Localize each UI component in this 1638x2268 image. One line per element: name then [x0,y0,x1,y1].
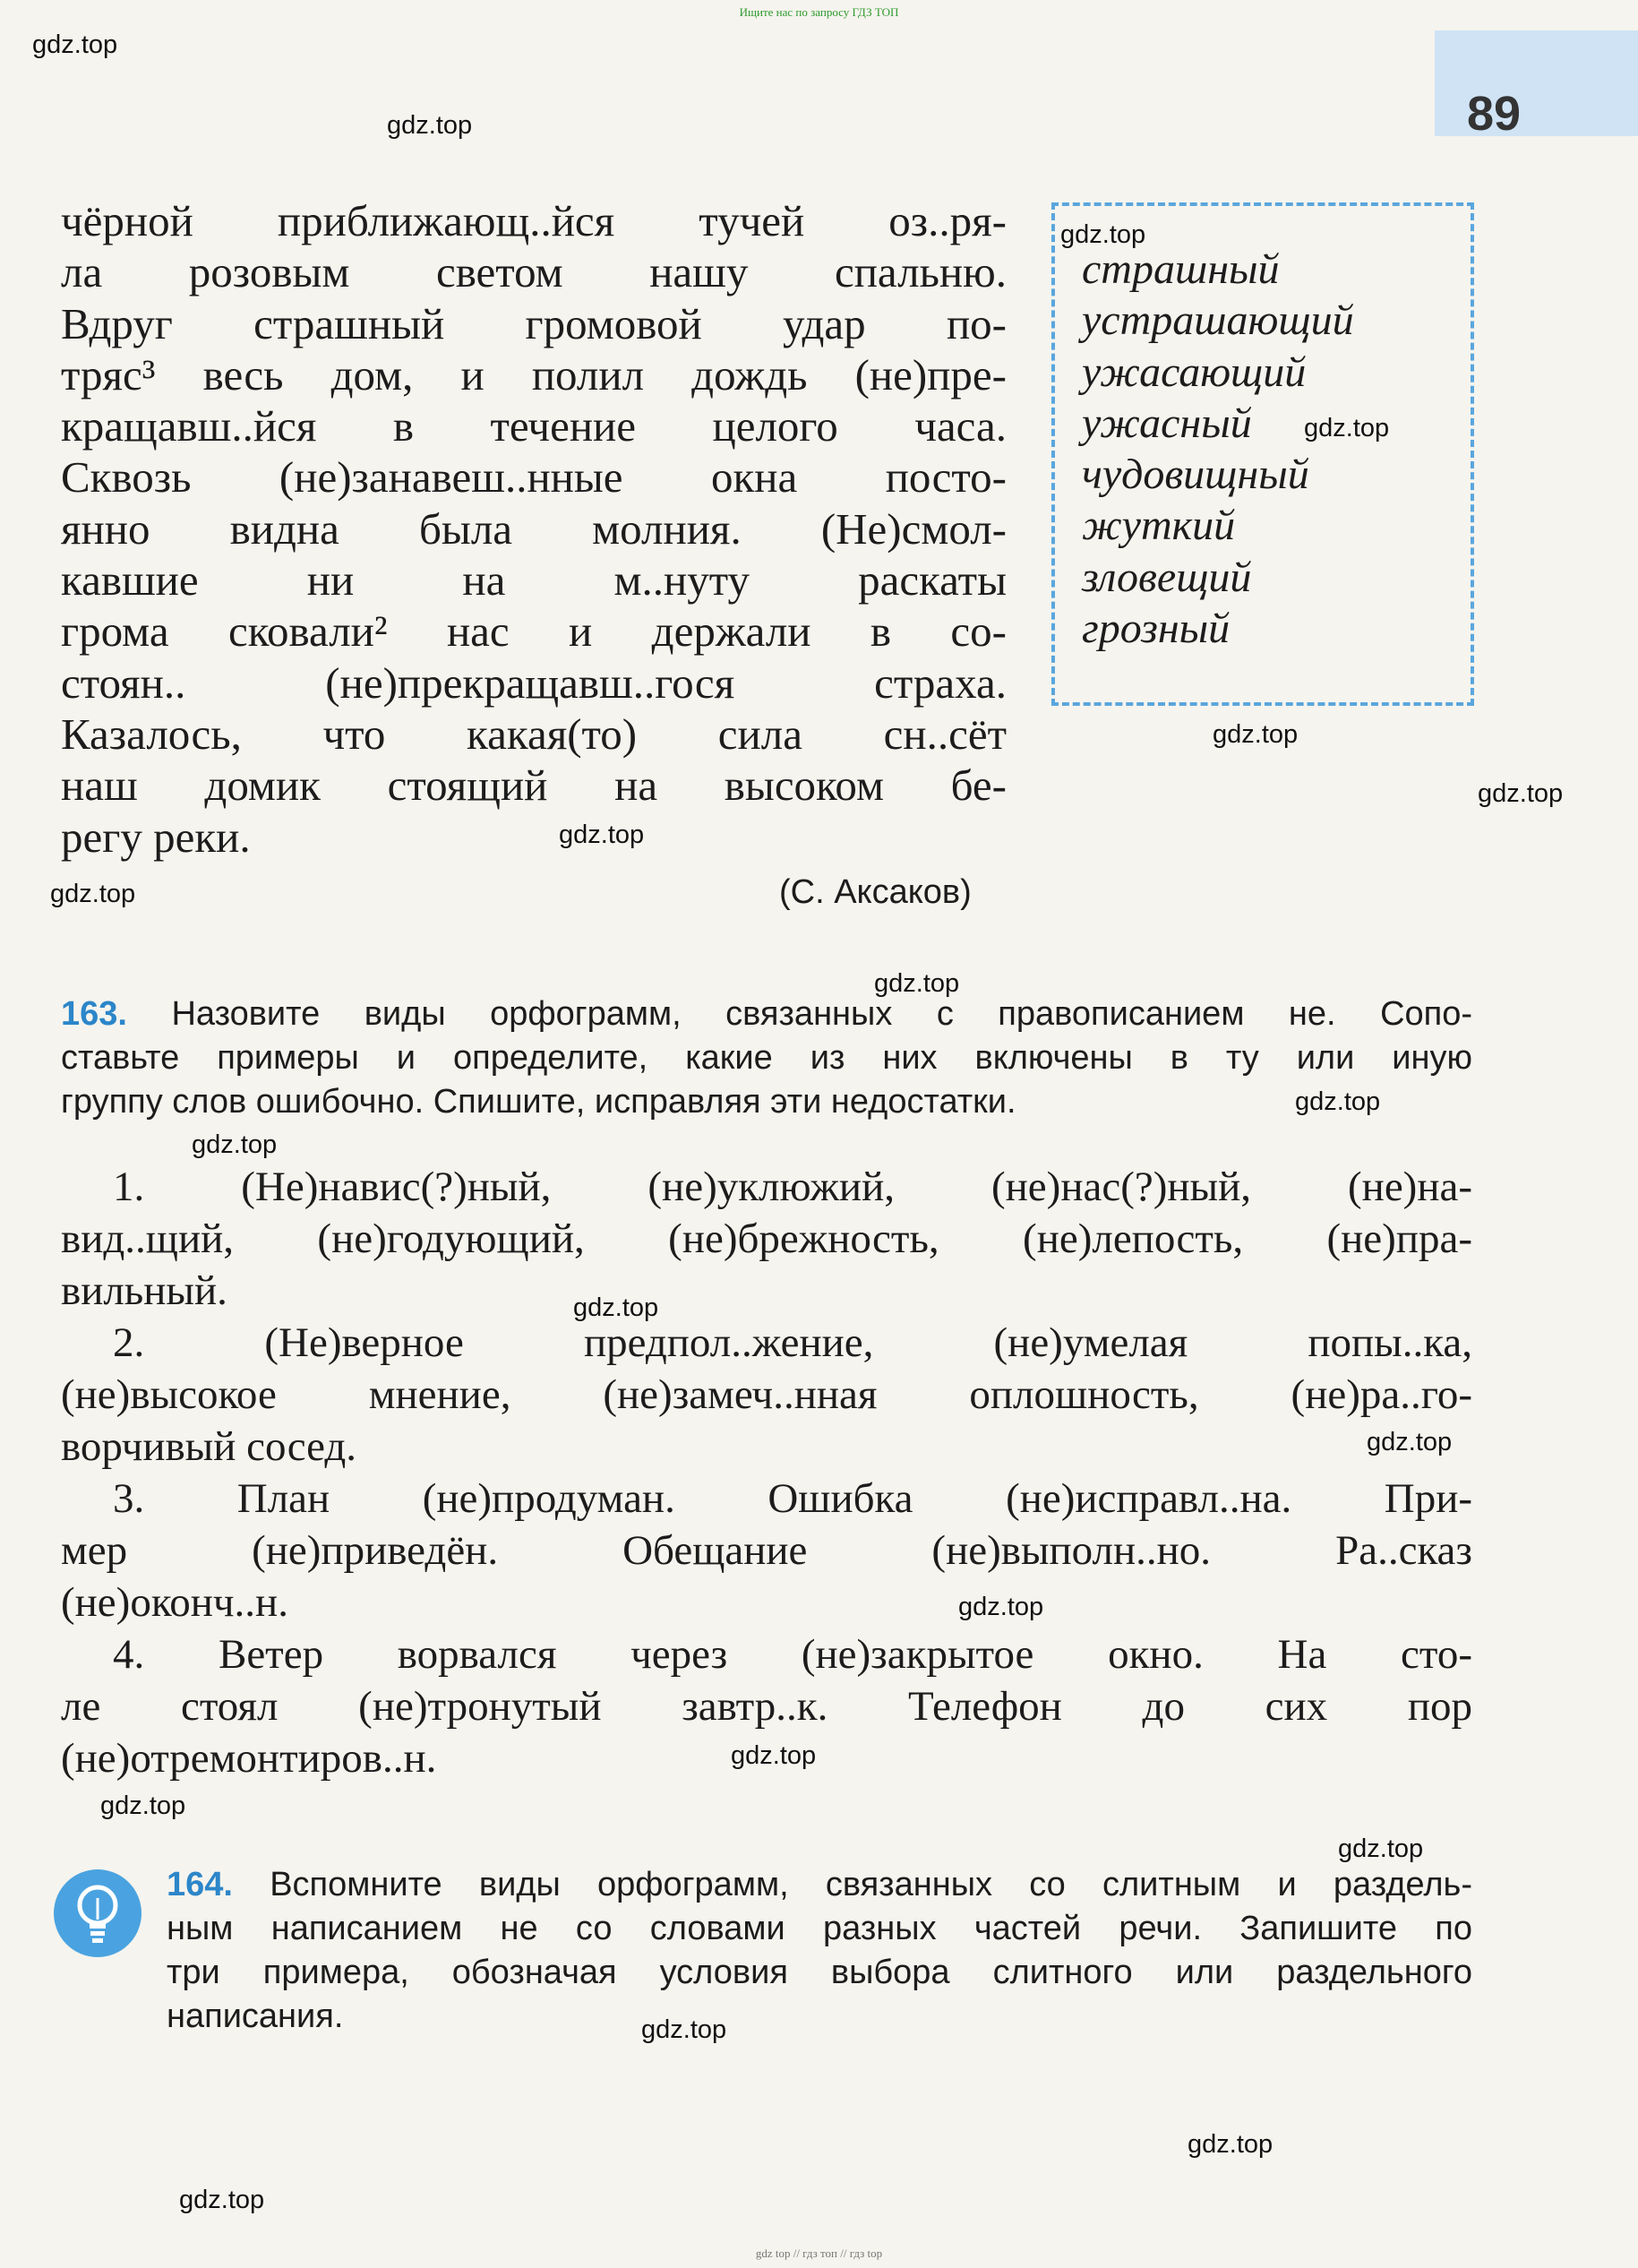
task-text: Вспомните виды орфограмм, связанных со слитным и раздель- [270,1866,1472,1903]
text-line: Сквозь (не)занавеш..нные окна посто- [61,452,1007,503]
task-line: группу слов ошибочно. Спишите, исправляя эти недостатки. [61,1083,1016,1121]
task-line: ным написанием не со словами разных частей речи. Запишите по [167,1910,1472,1947]
footer-note: gdz top // гдз топ // гдз top [755,2247,883,2260]
example-line: 2. (Не)верное предпол..жение, (не)умелая попы..ка, [113,1319,1472,1366]
watermark: gdz.top [1367,1428,1453,1456]
task-number: 164. [167,1866,233,1903]
watermark: gdz.top [1338,1834,1424,1863]
watermark: gdz.top [1213,720,1299,749]
task-text: Назовите виды орфограмм, связанных с правописанием не. Сопо- [171,995,1472,1033]
example-line: (не)высокое мнение, (не)замеч..нная оплошность, (не)ра..го- [61,1371,1472,1418]
example-line: вильный. [61,1267,227,1314]
synonym-item: ужасающий [1082,348,1307,396]
task-line: ставьте примеры и определите, какие из них включены в ту или иную [61,1039,1472,1077]
synonym-item: ужасный [1082,399,1252,447]
text-line: тряс³ весь дом, и полил дождь (не)пре- [61,349,1007,399]
text-line: Вдруг страшный громовой удар по- [61,298,1007,348]
example-line: ле стоял (не)тронутый завтр..к. Телефон до сих пор [61,1683,1472,1730]
synonym-item: чудовищный [1082,451,1309,499]
text-line: Казалось, что какая(то) сила сн..сёт [61,709,1007,759]
text-line: кращавш..йся в течение целого часа. [61,401,1007,451]
reading-text [61,195,1007,863]
page-number: 89 [1467,87,1522,141]
task-line: написания. [167,1997,344,2035]
watermark: gdz.top [1478,779,1564,808]
watermark: gdz.top [641,2015,727,2044]
synonym-item: страшный [1082,245,1280,293]
task-line [61,992,1472,1036]
synonym-item: зловещий [1082,553,1252,601]
text-line: регу реки. [61,812,251,862]
page-corner-tab [1435,30,1638,136]
text-line: наш домик стоящий на высоком бе- [61,760,1007,811]
example-line: вид..щий, (не)годующий, (не)брежность, (не)лепость, (не)пра- [61,1216,1472,1262]
watermark: gdz.top [192,1130,278,1159]
task-164 [167,1863,1472,2039]
example-line: (не)отремонтиров..н. [61,1735,437,1782]
task-number: 163. [61,995,127,1033]
task-line [167,1863,1472,1907]
watermark: gdz.top [179,2186,265,2214]
text-line: янно видна была молния. (Не)смол- [61,503,1007,554]
watermark: gdz.top [32,30,118,59]
text-line: чёрной приближающ..йся тучей оз..ря- [61,196,1007,245]
watermark: gdz.top [559,820,645,849]
lightbulb-icon [54,1869,142,1957]
synonym-item: устрашающий [1082,296,1354,345]
text-line: грома сковали² нас и держали в со- [61,606,1007,657]
text-line: кавшие ни на м..нуту раскаты [61,555,1007,606]
synonym-list [1082,244,1354,654]
watermark: gdz.top [958,1593,1044,1621]
top-note: Ищите нас по запросу ГДЗ ТОП [739,5,899,19]
watermark: gdz.top [1295,1087,1381,1116]
task-163 [61,992,1472,1124]
watermark: gdz.top [387,111,473,140]
watermark: gdz.top [573,1293,659,1322]
example-line: ворчивый сосед. [61,1423,357,1470]
watermark: gdz.top [100,1791,186,1820]
synonym-item: грозный [1082,605,1231,653]
watermark: gdz.top [1060,220,1146,249]
watermark: gdz.top [874,969,960,998]
watermark: gdz.top [1188,2130,1274,2159]
task-163-examples [61,1161,1472,1784]
text-line: стоян.. (не)прекращавш..гося страха. [61,657,1007,708]
example-line: 3. План (не)продуман. Ошибка (не)исправл..на. При- [113,1475,1472,1522]
example-line: мер (не)приведён. Обещание (не)выполн..но. Ра..сказ [61,1527,1472,1574]
text-line: ла розовым светом нашу спальню. [61,247,1007,297]
example-line: 1. (Не)навис(?)ный, (не)уклюжий, (не)нас(?)ный, (не)на- [113,1164,1472,1210]
task-line: три примера, обозначая условия выбора слитного или раздельного [167,1954,1472,1991]
author: (С. Аксаков) [779,873,972,911]
watermark: gdz.top [731,1741,817,1770]
example-line: (не)оконч..н. [61,1579,288,1626]
synonym-item: жуткий [1082,502,1236,550]
example-line: 4. Ветер ворвался через (не)закрытое окно. На сто- [113,1631,1472,1678]
watermark: gdz.top [1304,414,1390,442]
watermark: gdz.top [50,880,136,908]
